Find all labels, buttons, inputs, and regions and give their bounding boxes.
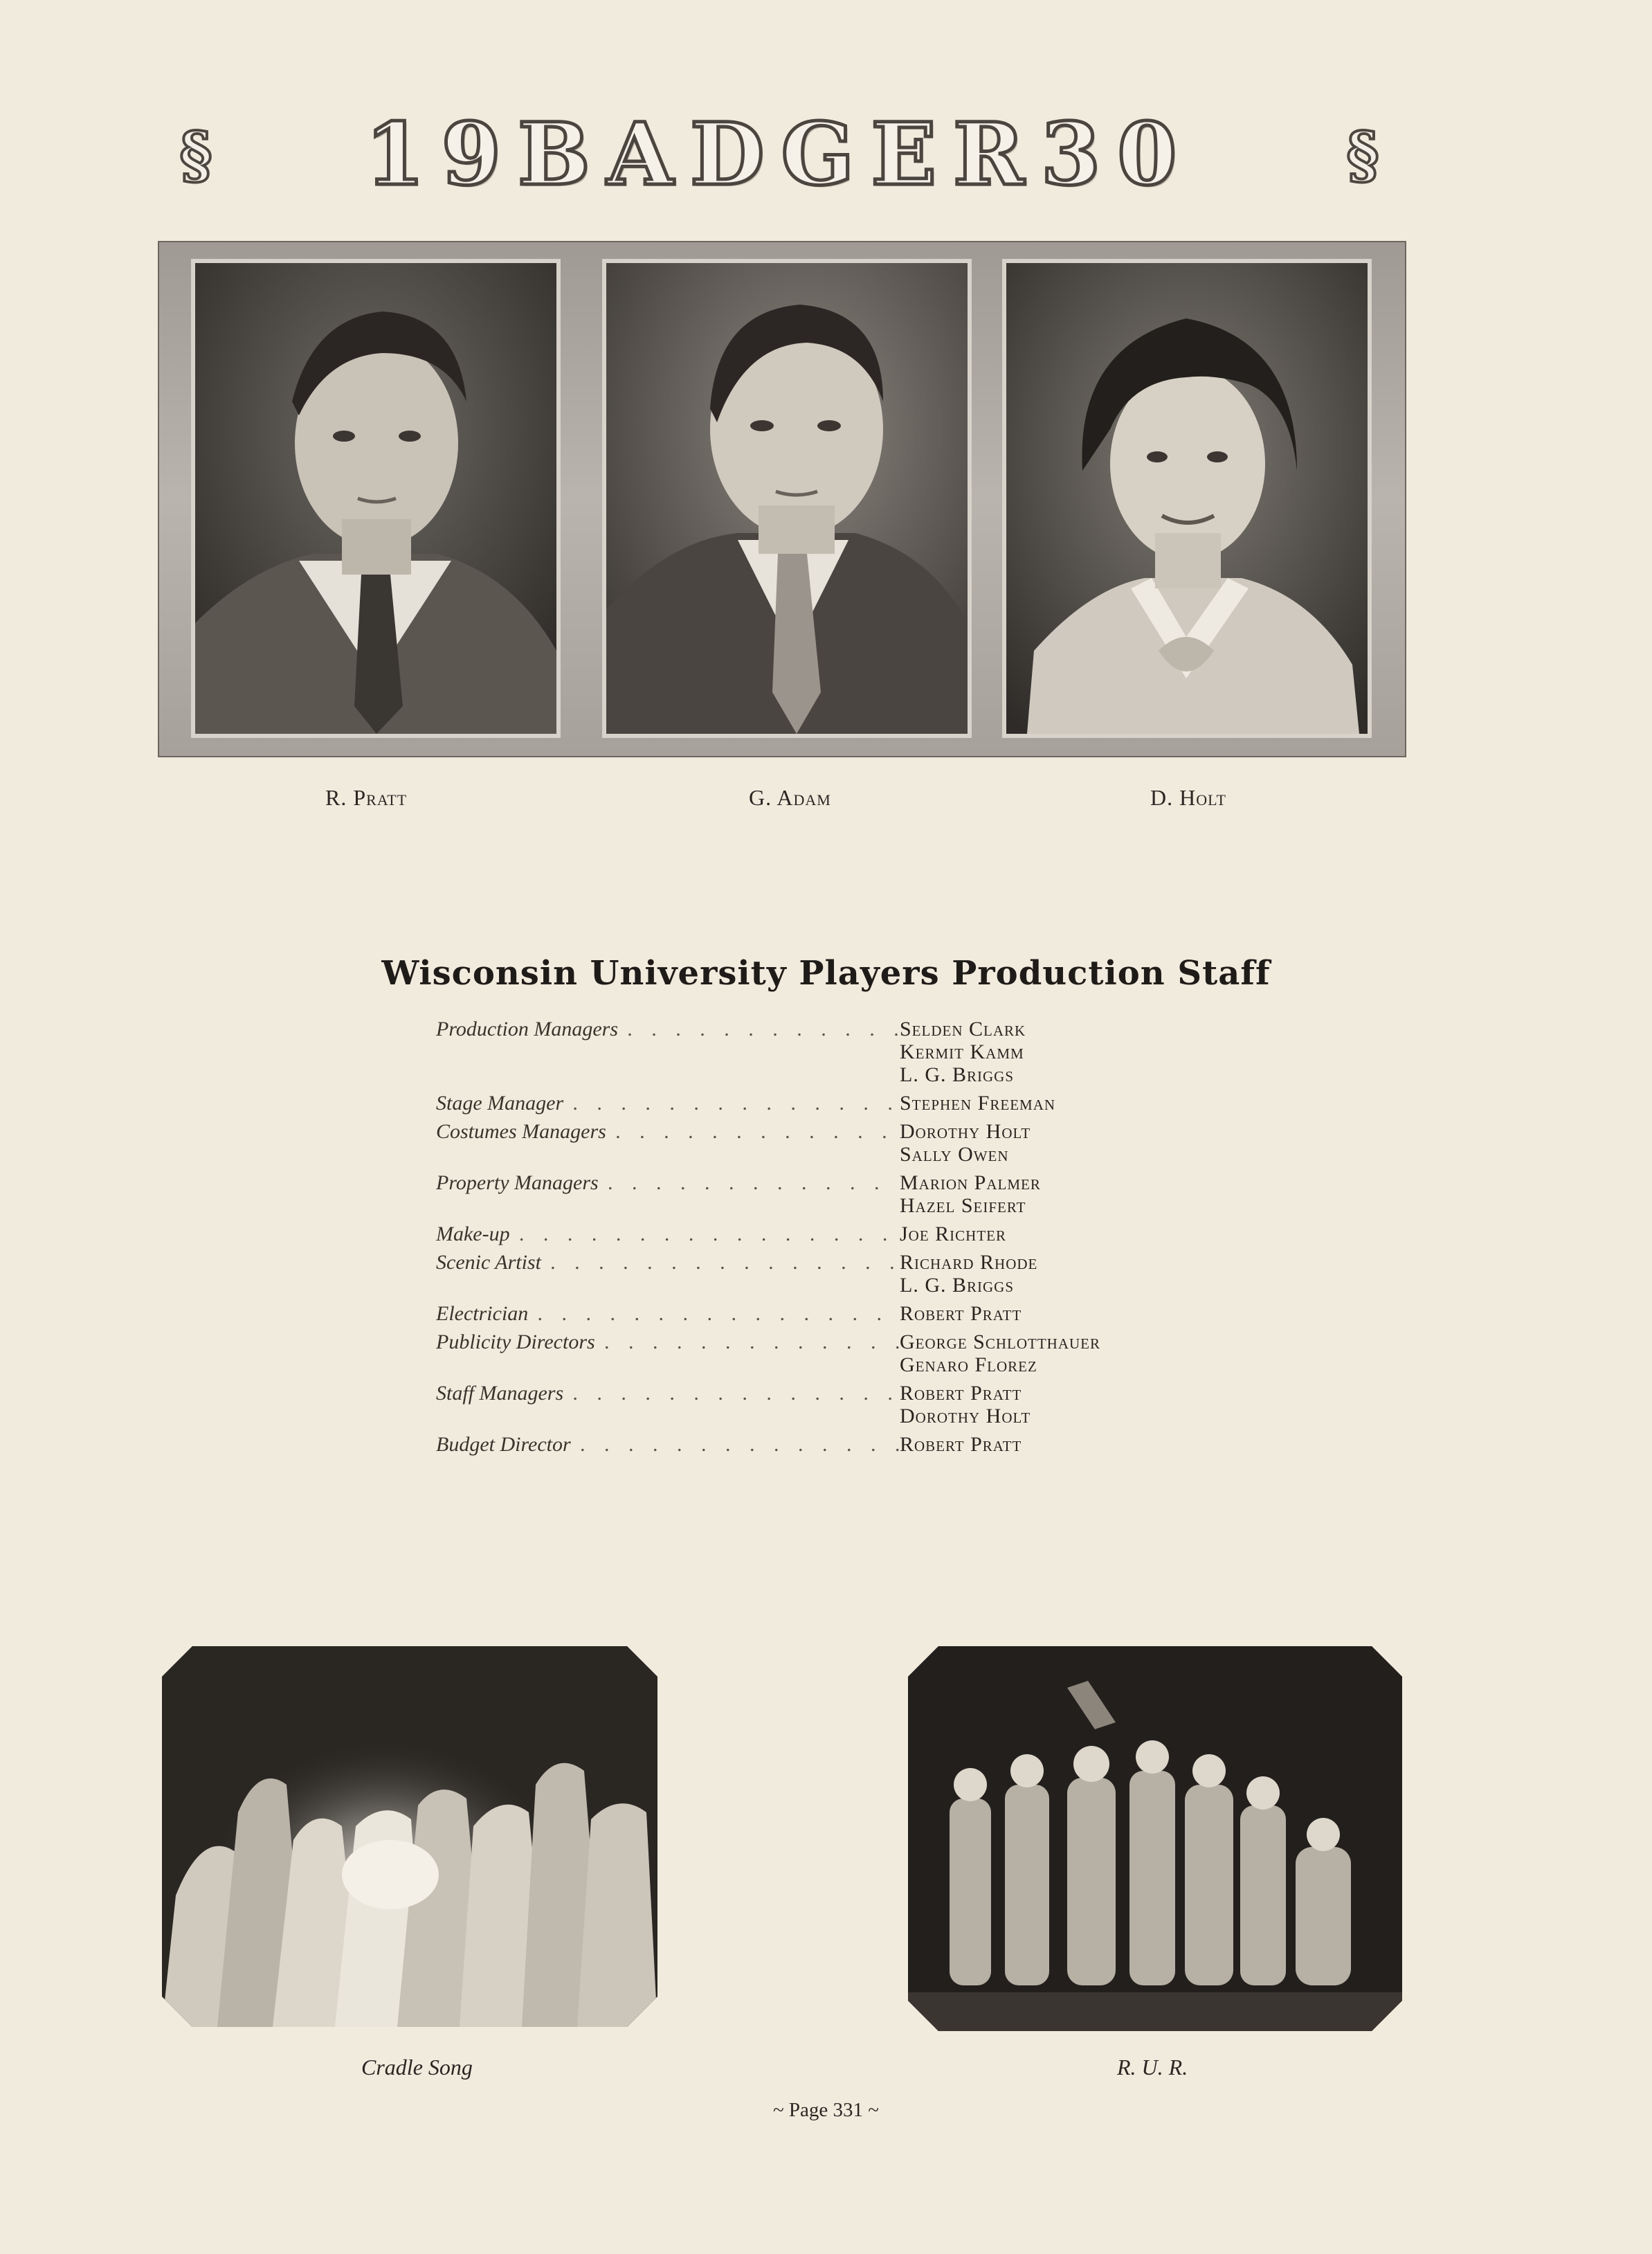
staff-row xyxy=(436,1018,1211,1086)
portrait-caption-2: G. Adam xyxy=(749,785,831,810)
staff-role: Publicity Directors . . . xyxy=(436,1331,900,1376)
staff-role: Electrician . . . xyxy=(436,1302,900,1325)
staff-names: Marion Palmer Hazel Seifert xyxy=(900,1171,1041,1217)
staff-row xyxy=(436,1251,1211,1297)
scene-photo-cradle-song xyxy=(162,1646,657,2027)
scene-caption-1: Cradle Song xyxy=(361,2055,473,2080)
staff-role: Staff Managers . . . xyxy=(436,1382,900,1427)
staff-role: Make-up . . . xyxy=(436,1223,900,1245)
staff-names: Dorothy Holt Sally Owen xyxy=(900,1120,1031,1166)
staff-names: Robert Pratt Dorothy Holt xyxy=(900,1382,1031,1427)
page-number: ~ Page 331 ~ xyxy=(772,2099,879,2121)
staff-row xyxy=(436,1223,1211,1245)
staff-names: Joe Richter xyxy=(900,1223,1007,1245)
staff-row xyxy=(436,1433,1211,1456)
staff-names: Selden Clark Kermit Kamm L. G. Briggs xyxy=(900,1018,1026,1086)
staff-names: Richard Rhode L. G. Briggs xyxy=(900,1251,1038,1297)
staff-row xyxy=(436,1331,1211,1376)
header-title: 19BADGER30 xyxy=(365,105,1194,205)
portrait-strip xyxy=(158,241,1406,757)
staff-names: Robert Pratt xyxy=(900,1302,1022,1325)
staff-row xyxy=(436,1092,1211,1115)
scene-caption-2: R. U. R. xyxy=(1117,2055,1188,2080)
portrait-photo-pratt xyxy=(195,263,556,734)
portrait-caption-3: D. Holt xyxy=(1150,785,1226,810)
staff-row xyxy=(436,1171,1211,1217)
header-right-ornament: § xyxy=(1346,118,1379,192)
portrait-photo-holt xyxy=(1006,263,1368,734)
staff-role: Production Managers . . . xyxy=(436,1018,900,1086)
staff-names: Robert Pratt xyxy=(900,1433,1022,1456)
staff-role: Costumes Managers . . . xyxy=(436,1120,900,1166)
staff-names: Stephen Freeman xyxy=(900,1092,1056,1115)
portrait-photo-adam xyxy=(606,263,968,734)
staff-role: Stage Manager . . . xyxy=(436,1092,900,1115)
staff-role: Property Managers . . . xyxy=(436,1171,900,1217)
staff-role: Scenic Artist . . . xyxy=(436,1251,900,1297)
staff-row xyxy=(436,1302,1211,1325)
section-title: Wisconsin University Players Production Staff xyxy=(381,954,1271,993)
staff-row xyxy=(436,1382,1211,1427)
header-banner xyxy=(158,105,1401,205)
staff-row xyxy=(436,1120,1211,1166)
portrait-caption-1: R. Pratt xyxy=(325,785,408,810)
staff-names: George Schlotthauer Genaro Florez xyxy=(900,1331,1100,1376)
scene-photo-rur xyxy=(908,1646,1402,2031)
staff-list xyxy=(436,1018,1211,1461)
staff-role: Budget Director . . . xyxy=(436,1433,900,1456)
header-left-ornament: § xyxy=(179,118,212,192)
